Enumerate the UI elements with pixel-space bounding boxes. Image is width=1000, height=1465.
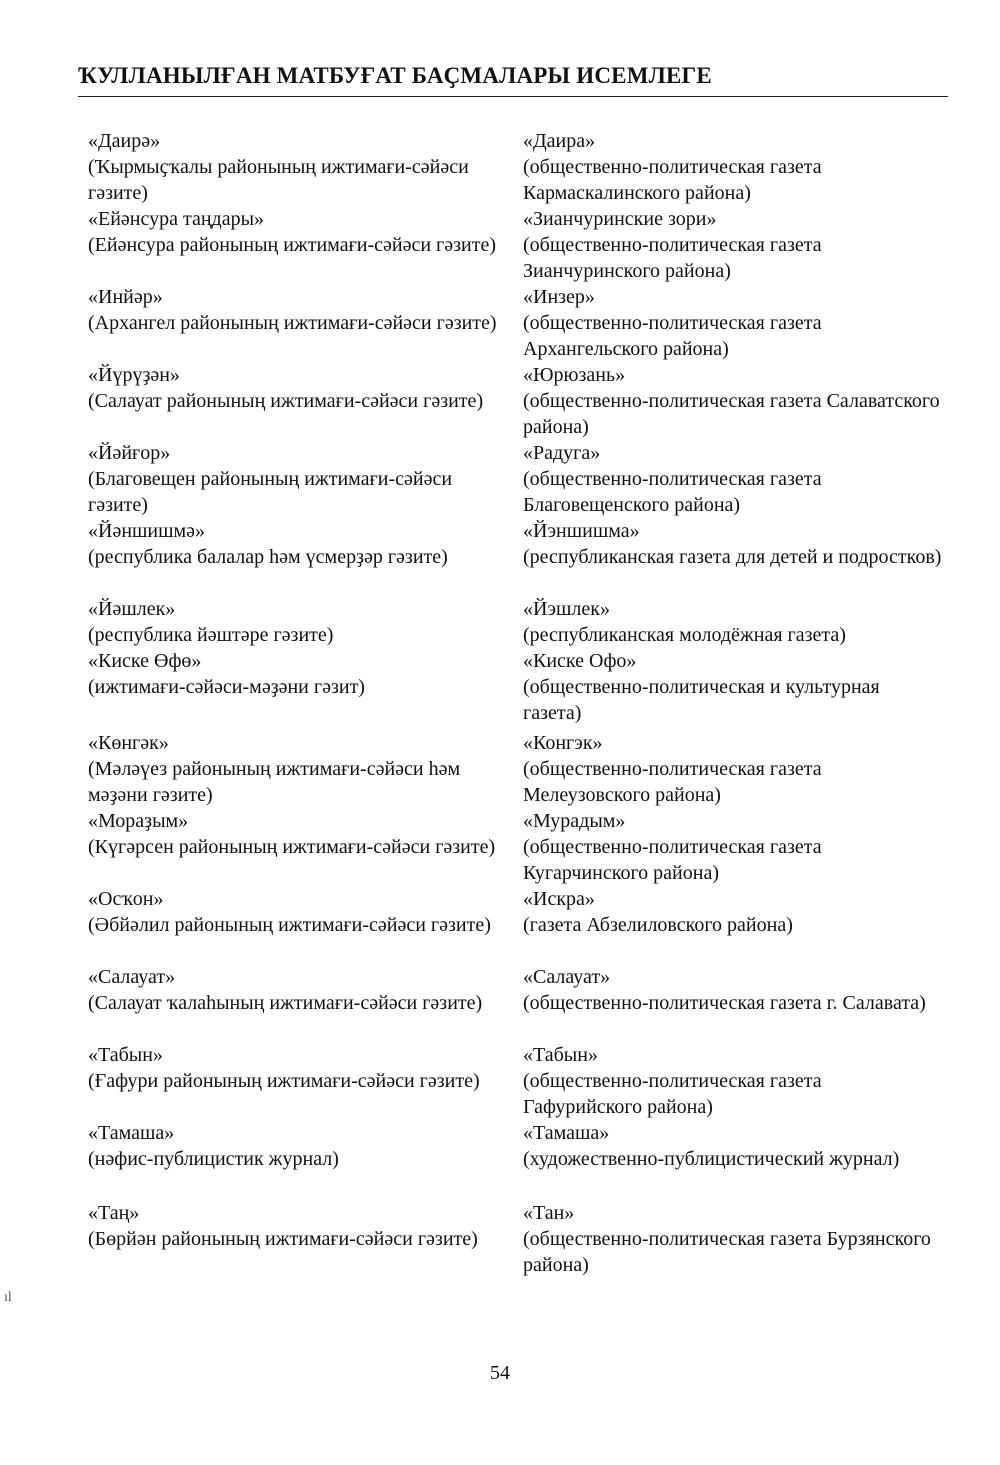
publication-description: (ижтимағи-сәйәси-мәҙәни гәзит) <box>88 676 365 698</box>
list-row <box>0 1200 1000 1278</box>
list-row <box>0 128 1000 206</box>
bashkir-entry <box>88 886 508 938</box>
bashkir-entry <box>88 1042 508 1094</box>
publication-name: «Ейәнсура таңдары» <box>88 208 265 230</box>
publication-description: (республиканская молодёжная газета) <box>523 624 846 646</box>
list-row <box>0 518 1000 596</box>
publication-description: (общественно-политическая газета Бурзянского района) <box>523 1228 931 1276</box>
publication-description: (Ғафури районының ижтимағи-сәйәси гәзите) <box>88 1070 480 1092</box>
publication-name: «Инйәр» <box>88 286 163 308</box>
bashkir-entry <box>88 206 508 258</box>
publication-description: (нәфис-публицистик журнал) <box>88 1148 339 1170</box>
page-title: ҠУЛЛАНЫЛҒАН МАТБУҒАТ БАҪМАЛАРЫ ИСЕМЛЕГЕ <box>78 63 712 88</box>
bashkir-entry <box>88 1120 508 1172</box>
publication-name: «Мурадым» <box>523 810 626 832</box>
bashkir-entry <box>88 284 508 336</box>
bashkir-entry <box>88 596 508 648</box>
publication-name: «Салауат» <box>88 966 176 988</box>
publication-name: «Инзер» <box>523 286 595 308</box>
bashkir-entry <box>88 808 508 860</box>
bashkir-entry <box>88 648 508 700</box>
russian-entry <box>523 886 943 938</box>
bashkir-entry <box>88 128 508 206</box>
russian-entry <box>523 128 943 206</box>
publication-name: «Киске Офо» <box>523 650 637 672</box>
page-number: 54 <box>490 1362 510 1384</box>
publication-description: (общественно-политическая газета г. Салавата) <box>523 992 926 1014</box>
publication-name: «Даирә» <box>88 130 161 152</box>
publication-name: «Йүрүҙән» <box>88 364 180 386</box>
publication-description: (общественно-политическая газета Салаватского района) <box>523 390 940 438</box>
publication-name: «Тамаша» <box>88 1122 175 1144</box>
publication-description: (общественно-политическая газета Благовещенского района) <box>523 468 822 516</box>
publication-name: «Көнгәк» <box>88 732 169 754</box>
publication-name: «Йәншишмә» <box>88 520 206 542</box>
list-row <box>0 362 1000 440</box>
list-row <box>0 206 1000 284</box>
russian-entry <box>523 362 943 440</box>
list-row <box>0 648 1000 730</box>
publication-name: «Йэншишма» <box>523 520 640 542</box>
russian-entry <box>523 440 943 518</box>
publication-description: (Салауат ҡалаһының ижтимағи-сәйәси гәзите) <box>88 992 483 1014</box>
publication-name: «Тамаша» <box>523 1122 610 1144</box>
publication-name: «Йәшлек» <box>88 598 176 620</box>
publication-name: «Юрюзань» <box>523 364 626 386</box>
publication-description: (Бөрйән районының ижтимағи-сәйәси гәзите) <box>88 1228 478 1250</box>
publication-description: (общественно-политическая газета Кугарчинского района) <box>523 836 822 884</box>
russian-entry <box>523 596 943 648</box>
publication-description: (Күгәрсен районының ижтимағи-сәйәси гәзите) <box>88 836 496 858</box>
publication-description: (газета Абзелиловского района) <box>523 914 793 936</box>
publication-name: «Салауат» <box>523 966 611 988</box>
publications-list <box>0 128 1000 1278</box>
russian-entry <box>523 1120 943 1172</box>
russian-entry <box>523 648 943 726</box>
publication-description: (Ейәнсура районының ижтимағи-сәйәси гәзите) <box>88 234 497 256</box>
publication-description: (общественно-политическая газета Мелеузовского района) <box>523 758 822 806</box>
publication-name: «Конгэк» <box>523 732 603 754</box>
publication-name: «Киске Өфө» <box>88 650 202 672</box>
publication-description: (общественно-политическая и культурная газета) <box>523 676 880 724</box>
russian-entry <box>523 808 943 886</box>
publication-description: (Благовещен районының ижтимағи-сәйәси гәзите) <box>88 468 453 516</box>
publication-name: «Йәйғор» <box>88 442 171 464</box>
list-row <box>0 284 1000 362</box>
russian-entry <box>523 518 943 570</box>
russian-entry <box>523 284 943 362</box>
publication-description: (республиканская газета для детей и подростков) <box>523 546 942 568</box>
list-row <box>0 1042 1000 1120</box>
publication-description: (общественно-политическая газета Зианчуринского района) <box>523 234 822 282</box>
russian-entry <box>523 730 943 808</box>
publication-description: (общественно-политическая газета Гафурийского района) <box>523 1070 822 1118</box>
publication-description: (художественно-публицистический журнал) <box>523 1148 900 1170</box>
publication-description: (Архангел районының ижтимағи-сәйәси гәзите) <box>88 312 497 334</box>
list-row <box>0 886 1000 964</box>
publication-name: «Таң» <box>88 1202 140 1224</box>
publication-description: (республика балалар һәм үсмерҙәр гәзите) <box>88 546 448 568</box>
list-row <box>0 596 1000 648</box>
publication-name: «Табын» <box>88 1044 163 1066</box>
publication-description: (республика йәштәре гәзите) <box>88 624 334 646</box>
margin-mark: ıl <box>4 1290 12 1305</box>
russian-entry <box>523 1200 943 1278</box>
publication-name: «Даира» <box>523 130 596 152</box>
russian-entry <box>523 206 943 284</box>
bashkir-entry <box>88 1200 508 1252</box>
bashkir-entry <box>88 730 508 808</box>
publication-description: (Әбйәлил районының ижтимағи-сәйәси гәзите) <box>88 914 491 936</box>
publication-name: «Табын» <box>523 1044 598 1066</box>
russian-entry <box>523 964 943 1016</box>
list-row <box>0 730 1000 808</box>
bashkir-entry <box>88 362 508 414</box>
publication-name: «Мораҙым» <box>88 810 189 832</box>
russian-entry <box>523 1042 943 1120</box>
list-row <box>0 808 1000 886</box>
bashkir-entry <box>88 964 508 1016</box>
publication-name: «Йэшлек» <box>523 598 611 620</box>
page-header <box>78 62 948 97</box>
publication-description: (Мәләүез районының ижтимағи-сәйәси һәм мәҙәни гәзите) <box>88 758 461 806</box>
list-row <box>0 440 1000 518</box>
bashkir-entry <box>88 518 508 570</box>
publication-description: (общественно-политическая газета Кармаскалинского района) <box>523 156 822 204</box>
publication-description: (Салауат районының ижтимағи-сәйәси гәзите) <box>88 390 484 412</box>
publication-name: «Зианчуринские зори» <box>523 208 717 230</box>
publication-name: «Осҡон» <box>88 888 164 910</box>
publication-description: (Ҡырмыҫҡалы районының ижтимағи-сәйәси гәзите) <box>88 156 469 204</box>
list-row <box>0 964 1000 1042</box>
publication-name: «Радуга» <box>523 442 601 464</box>
publication-description: (общественно-политическая газета Архангельского района) <box>523 312 822 360</box>
publication-name: «Тан» <box>523 1202 575 1224</box>
list-row <box>0 1120 1000 1200</box>
publication-name: «Искра» <box>523 888 595 910</box>
bashkir-entry <box>88 440 508 518</box>
